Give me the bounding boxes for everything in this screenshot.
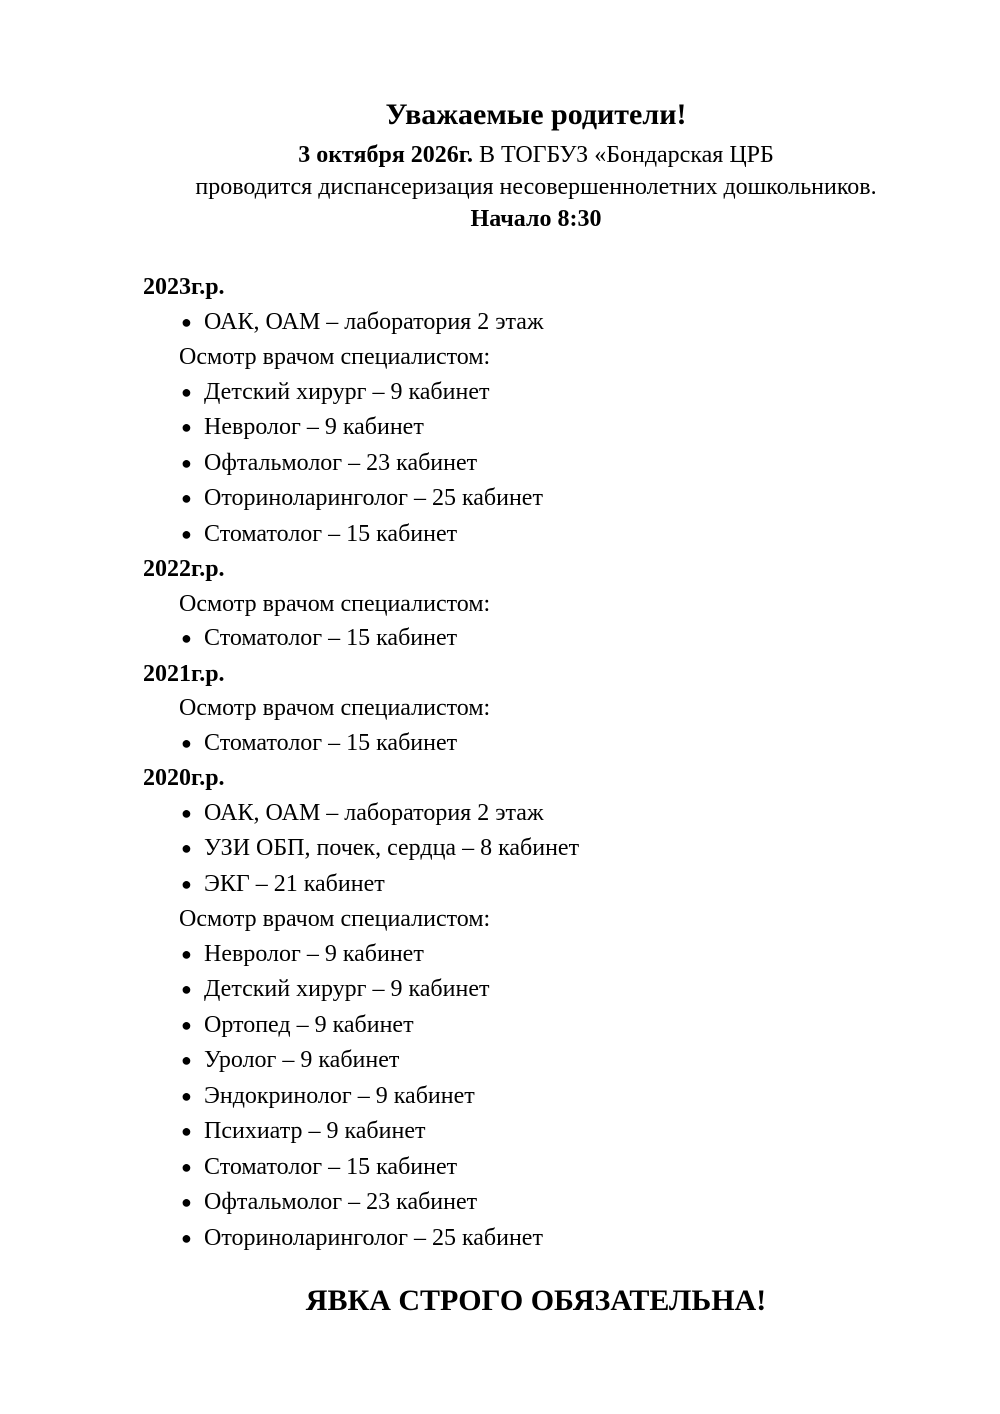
list-item	[143, 831, 943, 867]
year-group	[143, 552, 943, 657]
list-item-text: ЭКГ – 21 кабинет	[204, 870, 385, 897]
event-place: В ТОГБУЗ «Бондарская ЦРБ	[473, 142, 774, 168]
year-group	[143, 657, 943, 762]
bullet-icon: ●	[181, 1192, 192, 1212]
page-title: Уважаемые родители!	[385, 98, 687, 131]
list-item-text: ОАК, ОАМ – лаборатория 2 этаж	[204, 308, 544, 335]
bullet-icon: ●	[181, 311, 192, 332]
list-item-text: Стоматолог – 15 кабинет	[204, 520, 458, 547]
list-item	[143, 446, 943, 482]
bullet-icon: ●	[181, 523, 192, 544]
list-item-text: Оториноларинголог – 25 кабинет	[204, 1224, 543, 1251]
list-item	[143, 1150, 943, 1186]
bullet-icon: ●	[181, 452, 192, 473]
list-item	[143, 1185, 943, 1221]
list-item	[143, 1114, 943, 1150]
list-item-text: Стоматолог – 15 кабинет	[204, 1153, 458, 1180]
bullet-icon: ●	[181, 1050, 192, 1070]
list-item-text: Детский хирург – 9 кабинет	[204, 976, 490, 1002]
list-item-text: Ортопед – 9 кабинет	[204, 1011, 414, 1038]
specialist-list	[143, 621, 943, 657]
specialist-label: Осмотр врачом специалистом:	[179, 906, 491, 932]
list-item	[143, 726, 943, 762]
bullet-icon: ●	[181, 488, 192, 508]
list-item	[143, 972, 943, 1008]
start-time: Начало 8:30	[470, 206, 602, 232]
test-list	[143, 796, 943, 903]
list-item	[143, 305, 943, 341]
list-item	[143, 1043, 943, 1079]
bullet-icon: ●	[181, 1121, 192, 1141]
bullet-icon: ●	[181, 943, 192, 964]
list-item-text: Невролог – 9 кабинет	[204, 940, 424, 967]
list-item-text: Стоматолог – 15 кабинет	[204, 729, 458, 756]
bullet-icon: ●	[181, 1085, 192, 1106]
list-item-text: ОАК, ОАМ – лаборатория 2 этаж	[204, 799, 544, 826]
bullet-icon: ●	[181, 628, 192, 648]
schedule-list	[143, 270, 943, 1256]
list-item-text: Уролог – 9 кабинет	[204, 1047, 400, 1073]
list-item	[143, 937, 943, 973]
year-heading: 2022г.р.	[143, 556, 225, 582]
specialist-list	[143, 375, 943, 553]
bullet-icon: ●	[181, 732, 192, 753]
bullet-icon: ●	[181, 838, 192, 858]
list-item-text: Стоматолог – 15 кабинет	[204, 625, 458, 651]
specialist-list	[143, 726, 943, 762]
specialist-label: Осмотр врачом специалистом:	[179, 695, 491, 721]
year-heading: 2020г.р.	[143, 765, 225, 791]
specialist-label: Осмотр врачом специалистом:	[179, 590, 491, 617]
list-item	[143, 621, 943, 657]
list-item	[143, 410, 943, 446]
intro-block	[0, 139, 1000, 235]
list-item-text: Офтальмолог – 23 кабинет	[204, 1189, 478, 1215]
list-item	[143, 481, 943, 517]
specialist-list	[143, 937, 943, 1257]
list-item	[143, 1008, 943, 1044]
list-item	[143, 867, 943, 903]
list-item-text: Офтальмолог – 23 кабинет	[204, 449, 478, 476]
list-item-text: Невролог – 9 кабинет	[204, 414, 424, 440]
event-date: 3 октября 2026г.	[298, 142, 473, 168]
list-item-text: Эндокринолог – 9 кабинет	[204, 1082, 475, 1109]
list-item-text: Психиатр – 9 кабинет	[204, 1118, 426, 1144]
intro-line-1	[72, 139, 1000, 171]
year-group	[143, 761, 943, 1256]
specialist-label: Осмотр врачом специалистом:	[179, 344, 491, 370]
bullet-icon: ●	[181, 979, 192, 999]
bullet-icon: ●	[181, 381, 192, 402]
list-item	[143, 796, 943, 832]
bullet-icon: ●	[181, 417, 192, 437]
mandatory-notice: ЯВКА СТРОГО ОБЯЗАТЕЛЬНА!	[305, 1284, 767, 1317]
list-item-text: УЗИ ОБП, почек, сердца – 8 кабинет	[204, 835, 580, 861]
year-heading: 2023г.р.	[143, 274, 225, 300]
bullet-icon: ●	[181, 1014, 192, 1035]
list-item	[143, 517, 943, 553]
list-item	[143, 375, 943, 411]
list-item-text: Оториноларинголог – 25 кабинет	[204, 485, 543, 511]
event-purpose: проводится диспансеризация несовершеннолетних дошкольников.	[195, 174, 877, 200]
list-item	[143, 1221, 943, 1257]
year-group	[143, 270, 943, 552]
bullet-icon: ●	[181, 802, 192, 823]
year-heading: 2021г.р.	[143, 660, 225, 687]
bullet-icon: ●	[181, 873, 192, 894]
bullet-icon: ●	[181, 1156, 192, 1177]
list-item	[143, 1079, 943, 1115]
test-list	[143, 305, 943, 341]
list-item-text: Детский хирург – 9 кабинет	[204, 378, 490, 405]
bullet-icon: ●	[181, 1227, 192, 1248]
